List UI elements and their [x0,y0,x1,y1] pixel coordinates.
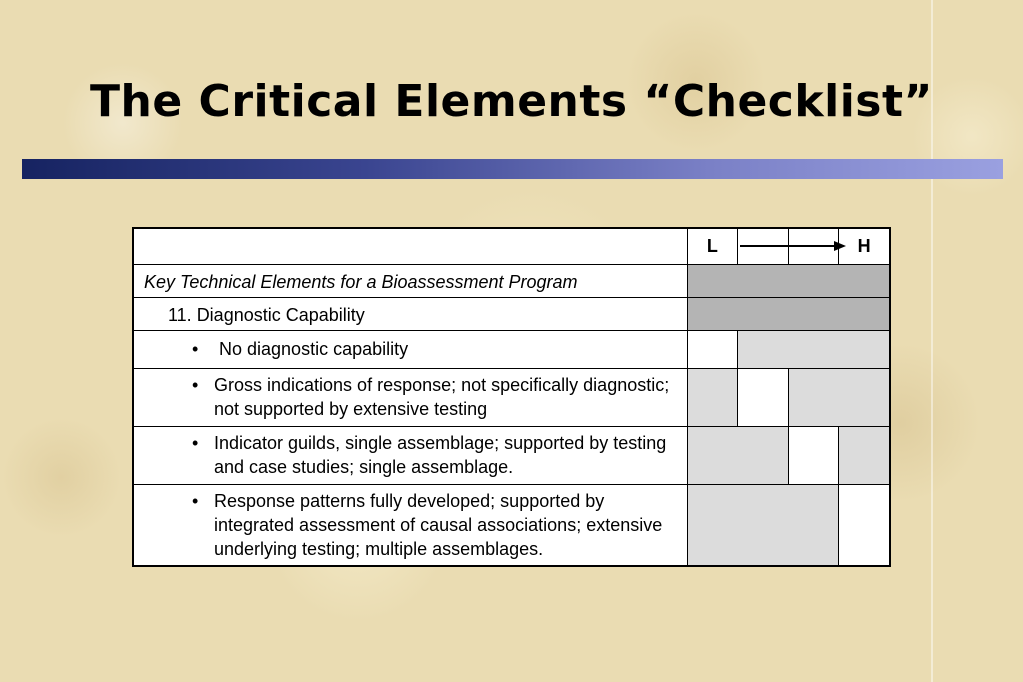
level-shade-cell [738,330,890,368]
checklist-row-level-3 [133,426,890,484]
checklist-row-level-4 [133,484,890,566]
section-heading-shade [687,264,890,297]
slide-title: The Critical Elements “Checklist” [90,76,933,127]
section-heading-row [133,264,890,297]
element-heading-shade [687,297,890,330]
level-marker-cell [788,426,839,484]
element-heading-row [133,297,890,330]
checklist-row-level-1 [133,330,890,368]
level-shade-cell [687,484,839,566]
level-shade-cell [839,426,890,484]
item-text: Gross indications of response; not specifically diagnostic; not supported by extensive testing [214,374,670,419]
section-heading: Key Technical Elements for a Bioassessment Program [144,271,578,292]
level-marker-cell [738,368,789,426]
header-blank-cell [133,228,687,264]
bullet-icon: • [192,490,199,511]
bullet-icon: • [192,374,199,395]
level-shade-cell [687,426,788,484]
level-marker-cell [839,484,890,566]
bullet-icon: • [192,338,199,359]
item-text: Response patterns fully developed; supported by integrated assessment of causal associations; extensive underlying testing; multiple assemblages. [214,490,663,559]
title-underline-bar [22,159,1003,179]
level-shade-cell [788,368,890,426]
checklist-row-level-2 [133,368,890,426]
checklist-table [132,227,891,567]
low-to-high-arrow-icon [738,236,850,256]
scale-high-label: H [839,228,890,264]
scale-low-label: L [687,228,738,264]
item-text: Indicator guilds, single assemblage; supported by testing and case studies; single assemblage. [214,432,667,477]
element-heading: 11. Diagnostic Capability [168,304,365,325]
level-marker-cell [687,330,738,368]
item-text: No diagnostic capability [214,338,409,359]
bullet-icon: • [192,432,199,453]
level-shade-cell [687,368,738,426]
